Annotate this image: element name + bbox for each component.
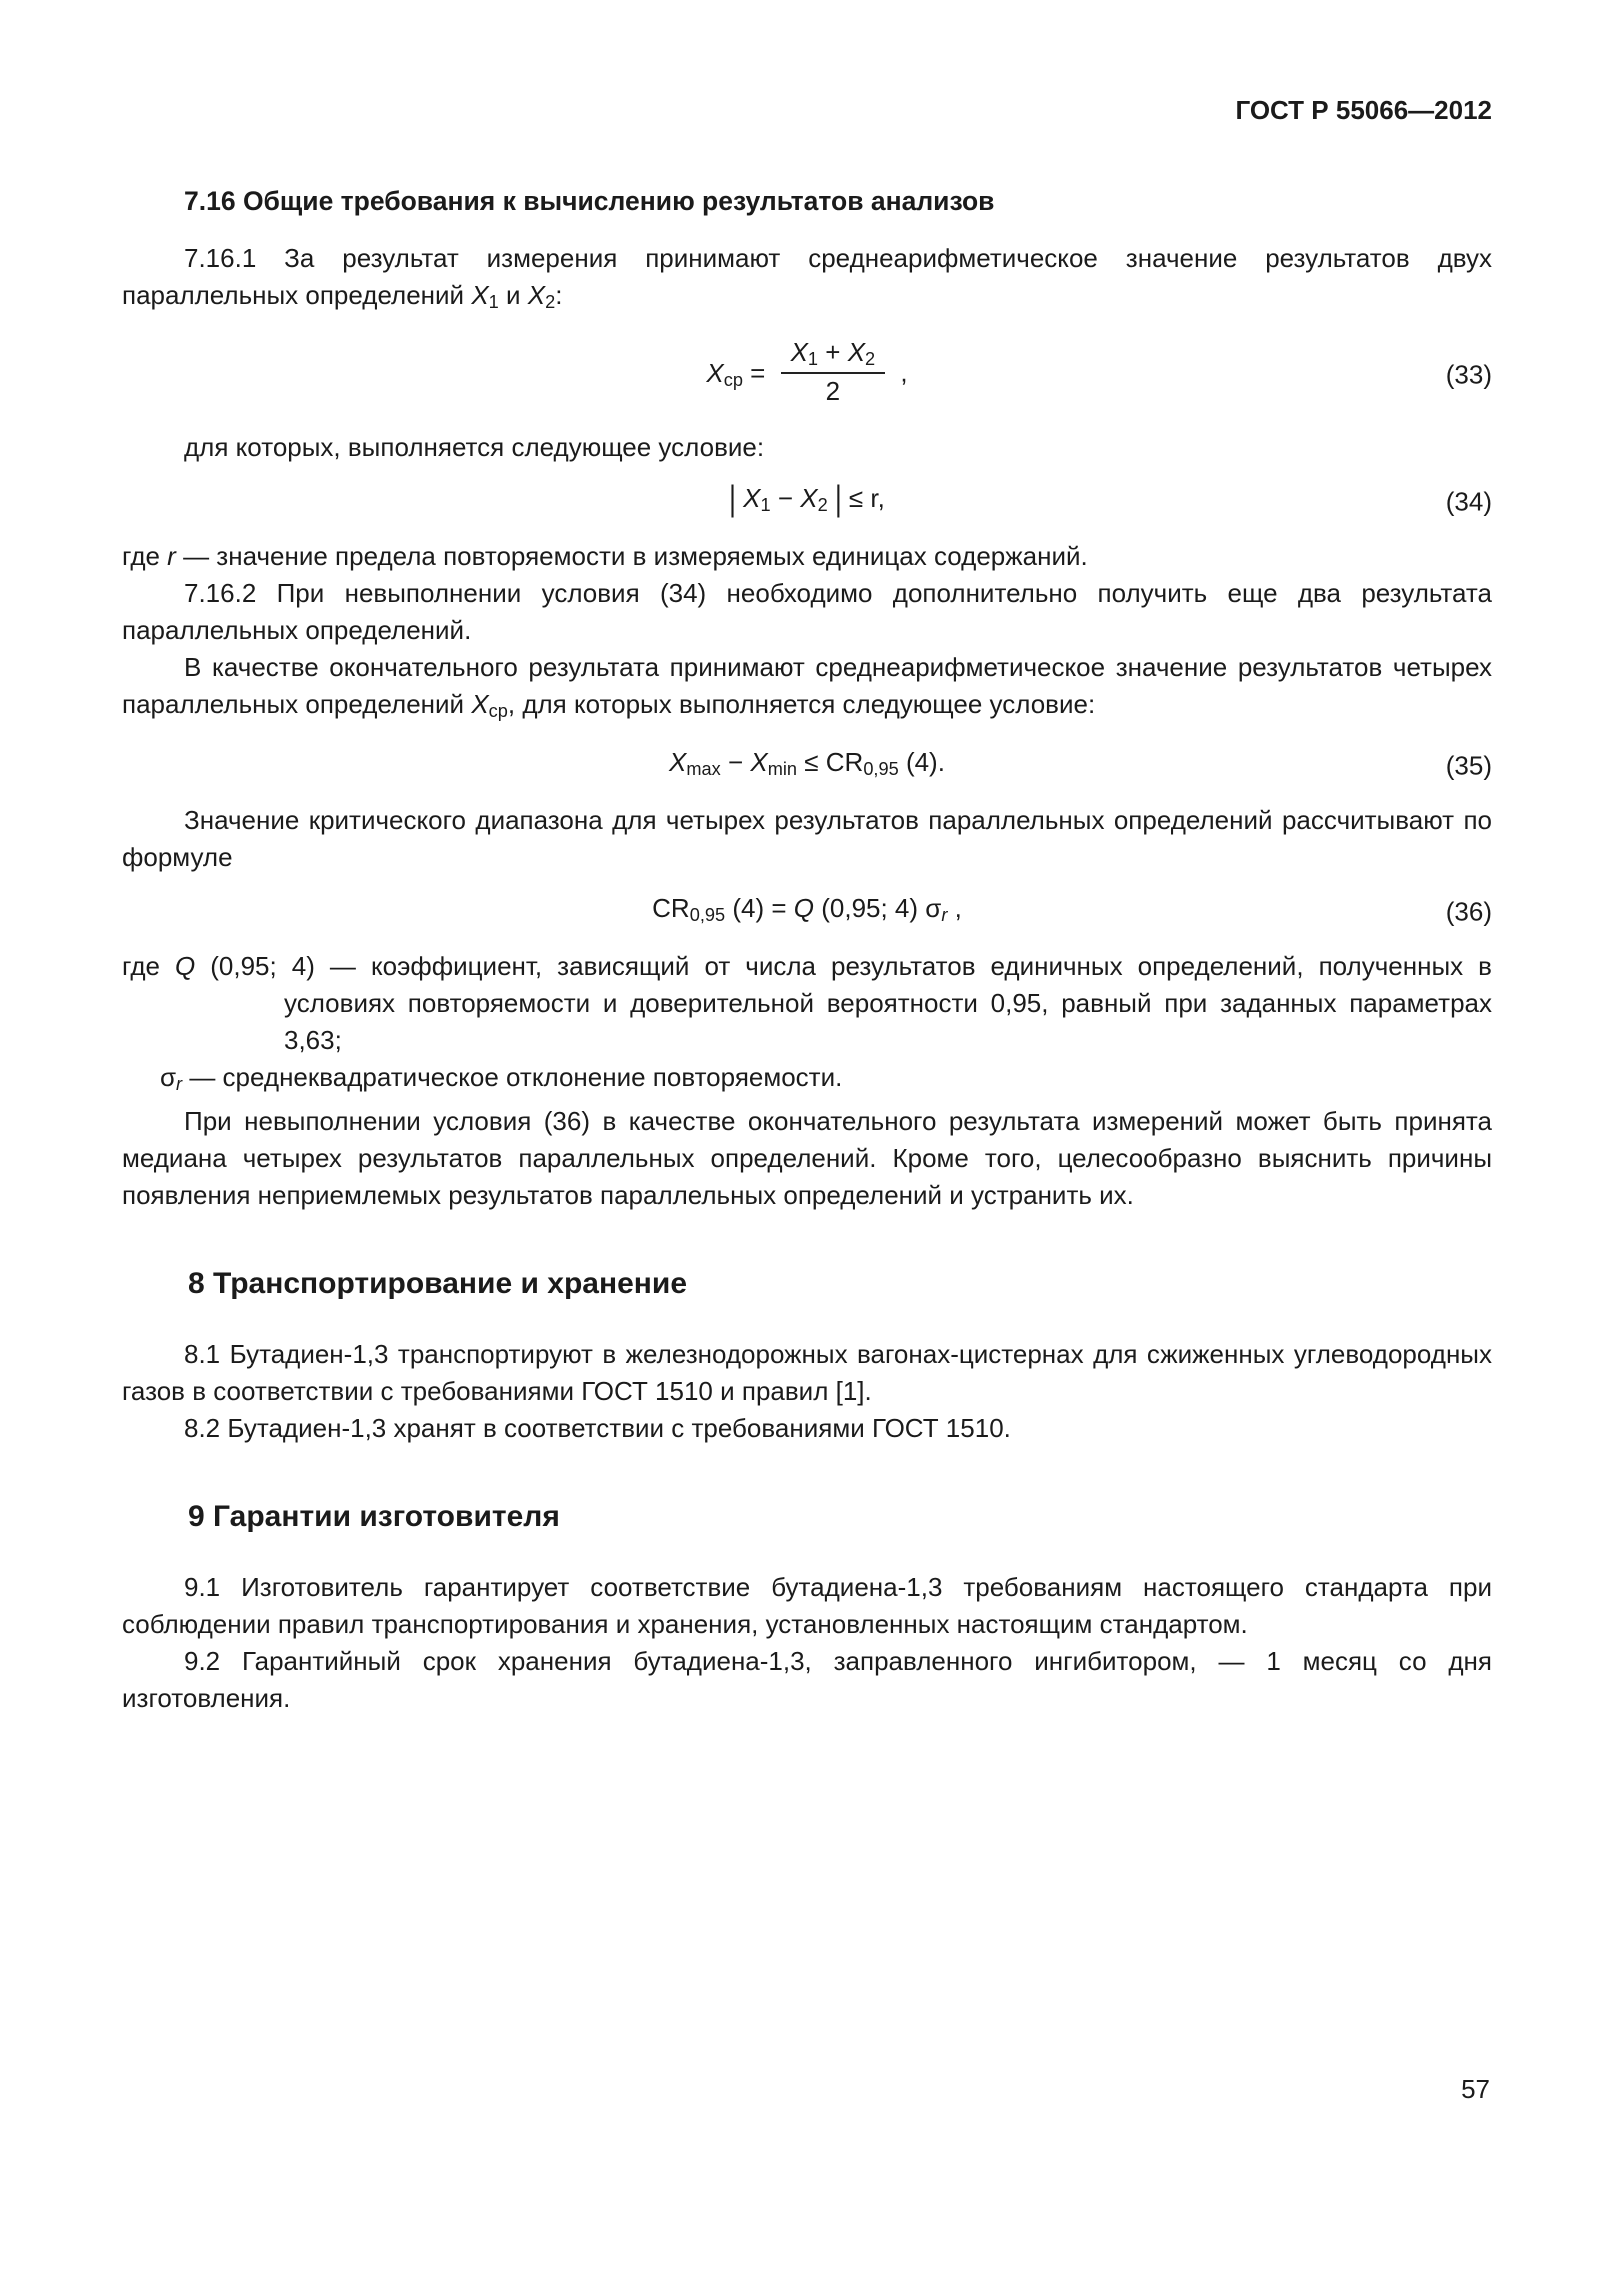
formula-34: [122, 477, 1492, 524]
formula-33-fraction: [781, 338, 886, 406]
paragraph-median: При невыполнении условия (36) в качестве окончательного результата измерений может быть принята медиана четырех результатов параллельных определений. Кроме того, целесообразно выяснить причины появления неприемлемых результатов параллельных определений и устранить их.: [122, 1105, 1492, 1210]
formula-33-tail: ,: [893, 357, 908, 388]
formula-33-lhs: Xср =: [706, 357, 773, 390]
formula-36: [122, 890, 1492, 934]
formula-34-body: | X1 − X2 | ≤ r,: [729, 477, 885, 518]
formula-36-body: CR0,95 (4) = Q (0,95; 4) σr ,: [652, 892, 962, 925]
paragraph-8-1: 8.1 Бутадиен-1,3 транспортируют в железнодорожных вагонах-цистернах для сжиженных углеводородных газов в соответствии с требованиями ГОСТ 1510 и правил [1].: [122, 1338, 1492, 1406]
equation-number-34: (34): [1445, 486, 1492, 517]
formula-35: [122, 744, 1492, 788]
equation-number-35: (35): [1445, 750, 1492, 781]
heading-8: 8 Транспортирование и хранение: [188, 1266, 688, 1300]
paragraph-9-1: 9.1 Изготовитель гарантирует соответствие бутадиена-1,3 требованиям настоящего стандарта при соблюдении правил транспортирования и хранения, установленных настоящим стандартом.: [122, 1571, 1492, 1639]
paragraph-where-r: где r — значение предела повторяемости в измеряемых единицах содержаний.: [122, 540, 1088, 571]
fraction-denominator: 2: [825, 376, 841, 407]
heading-7-16: 7.16 Общие требования к вычислению результатов анализов: [184, 186, 995, 216]
formula-33: [122, 337, 1492, 409]
paragraph-critical-range: Значение критического диапазона для четырех результатов параллельных определений рассчитывают по формуле: [122, 804, 1492, 872]
page-number: 57: [1461, 2074, 1490, 2104]
equation-number-36: (36): [1445, 896, 1492, 927]
paragraph-condition-33: для которых, выполняется следующее условие:: [184, 431, 765, 462]
paragraph-final-result: В качестве окончательного результата принимают среднеарифметическое значение результатов четырех параллельных определений Xср, для которых выполняется следующее условие:: [122, 651, 1492, 721]
equation-number-33: (33): [1445, 359, 1492, 390]
formula-33-body: [706, 337, 908, 409]
fraction-numerator: X1 + X2: [781, 338, 886, 374]
paragraph-7-16-2: 7.16.2 При невыполнении условия (34) необходимо дополнительно получить еще два результата параллельных определений.: [122, 577, 1492, 645]
paragraph-9-2: 9.2 Гарантийный срок хранения бутадиена-1,3, заправленного ингибитором, — 1 месяц со дня изготовления.: [122, 1645, 1492, 1713]
paragraph-7-16-1: 7.16.1 За результат измерения принимают среднеарифметическое значение результатов двух параллельных определений X1 и X2:: [122, 243, 1492, 312]
heading-9: 9 Гарантии изготовителя: [188, 1499, 560, 1533]
doc-code-header: ГОСТ Р 55066—2012: [1235, 95, 1492, 125]
paragraph-where-q: где Q (0,95; 4) — коэффициент, зависящий от числа результатов единичных определений, полученных в условиях повторяемости и доверительной вероятности 0,95, равный при заданных параметрах 3,63;: [122, 950, 1492, 1055]
paragraph-sigma-r: σr — среднеквадратическое отклонение повторяемости.: [160, 1061, 843, 1094]
paragraph-8-2: 8.2 Бутадиен-1,3 хранят в соответствии с требованиями ГОСТ 1510.: [184, 1412, 1011, 1443]
formula-35-body: Xmax − Xmin ≤ CR0,95 (4).: [669, 746, 945, 779]
